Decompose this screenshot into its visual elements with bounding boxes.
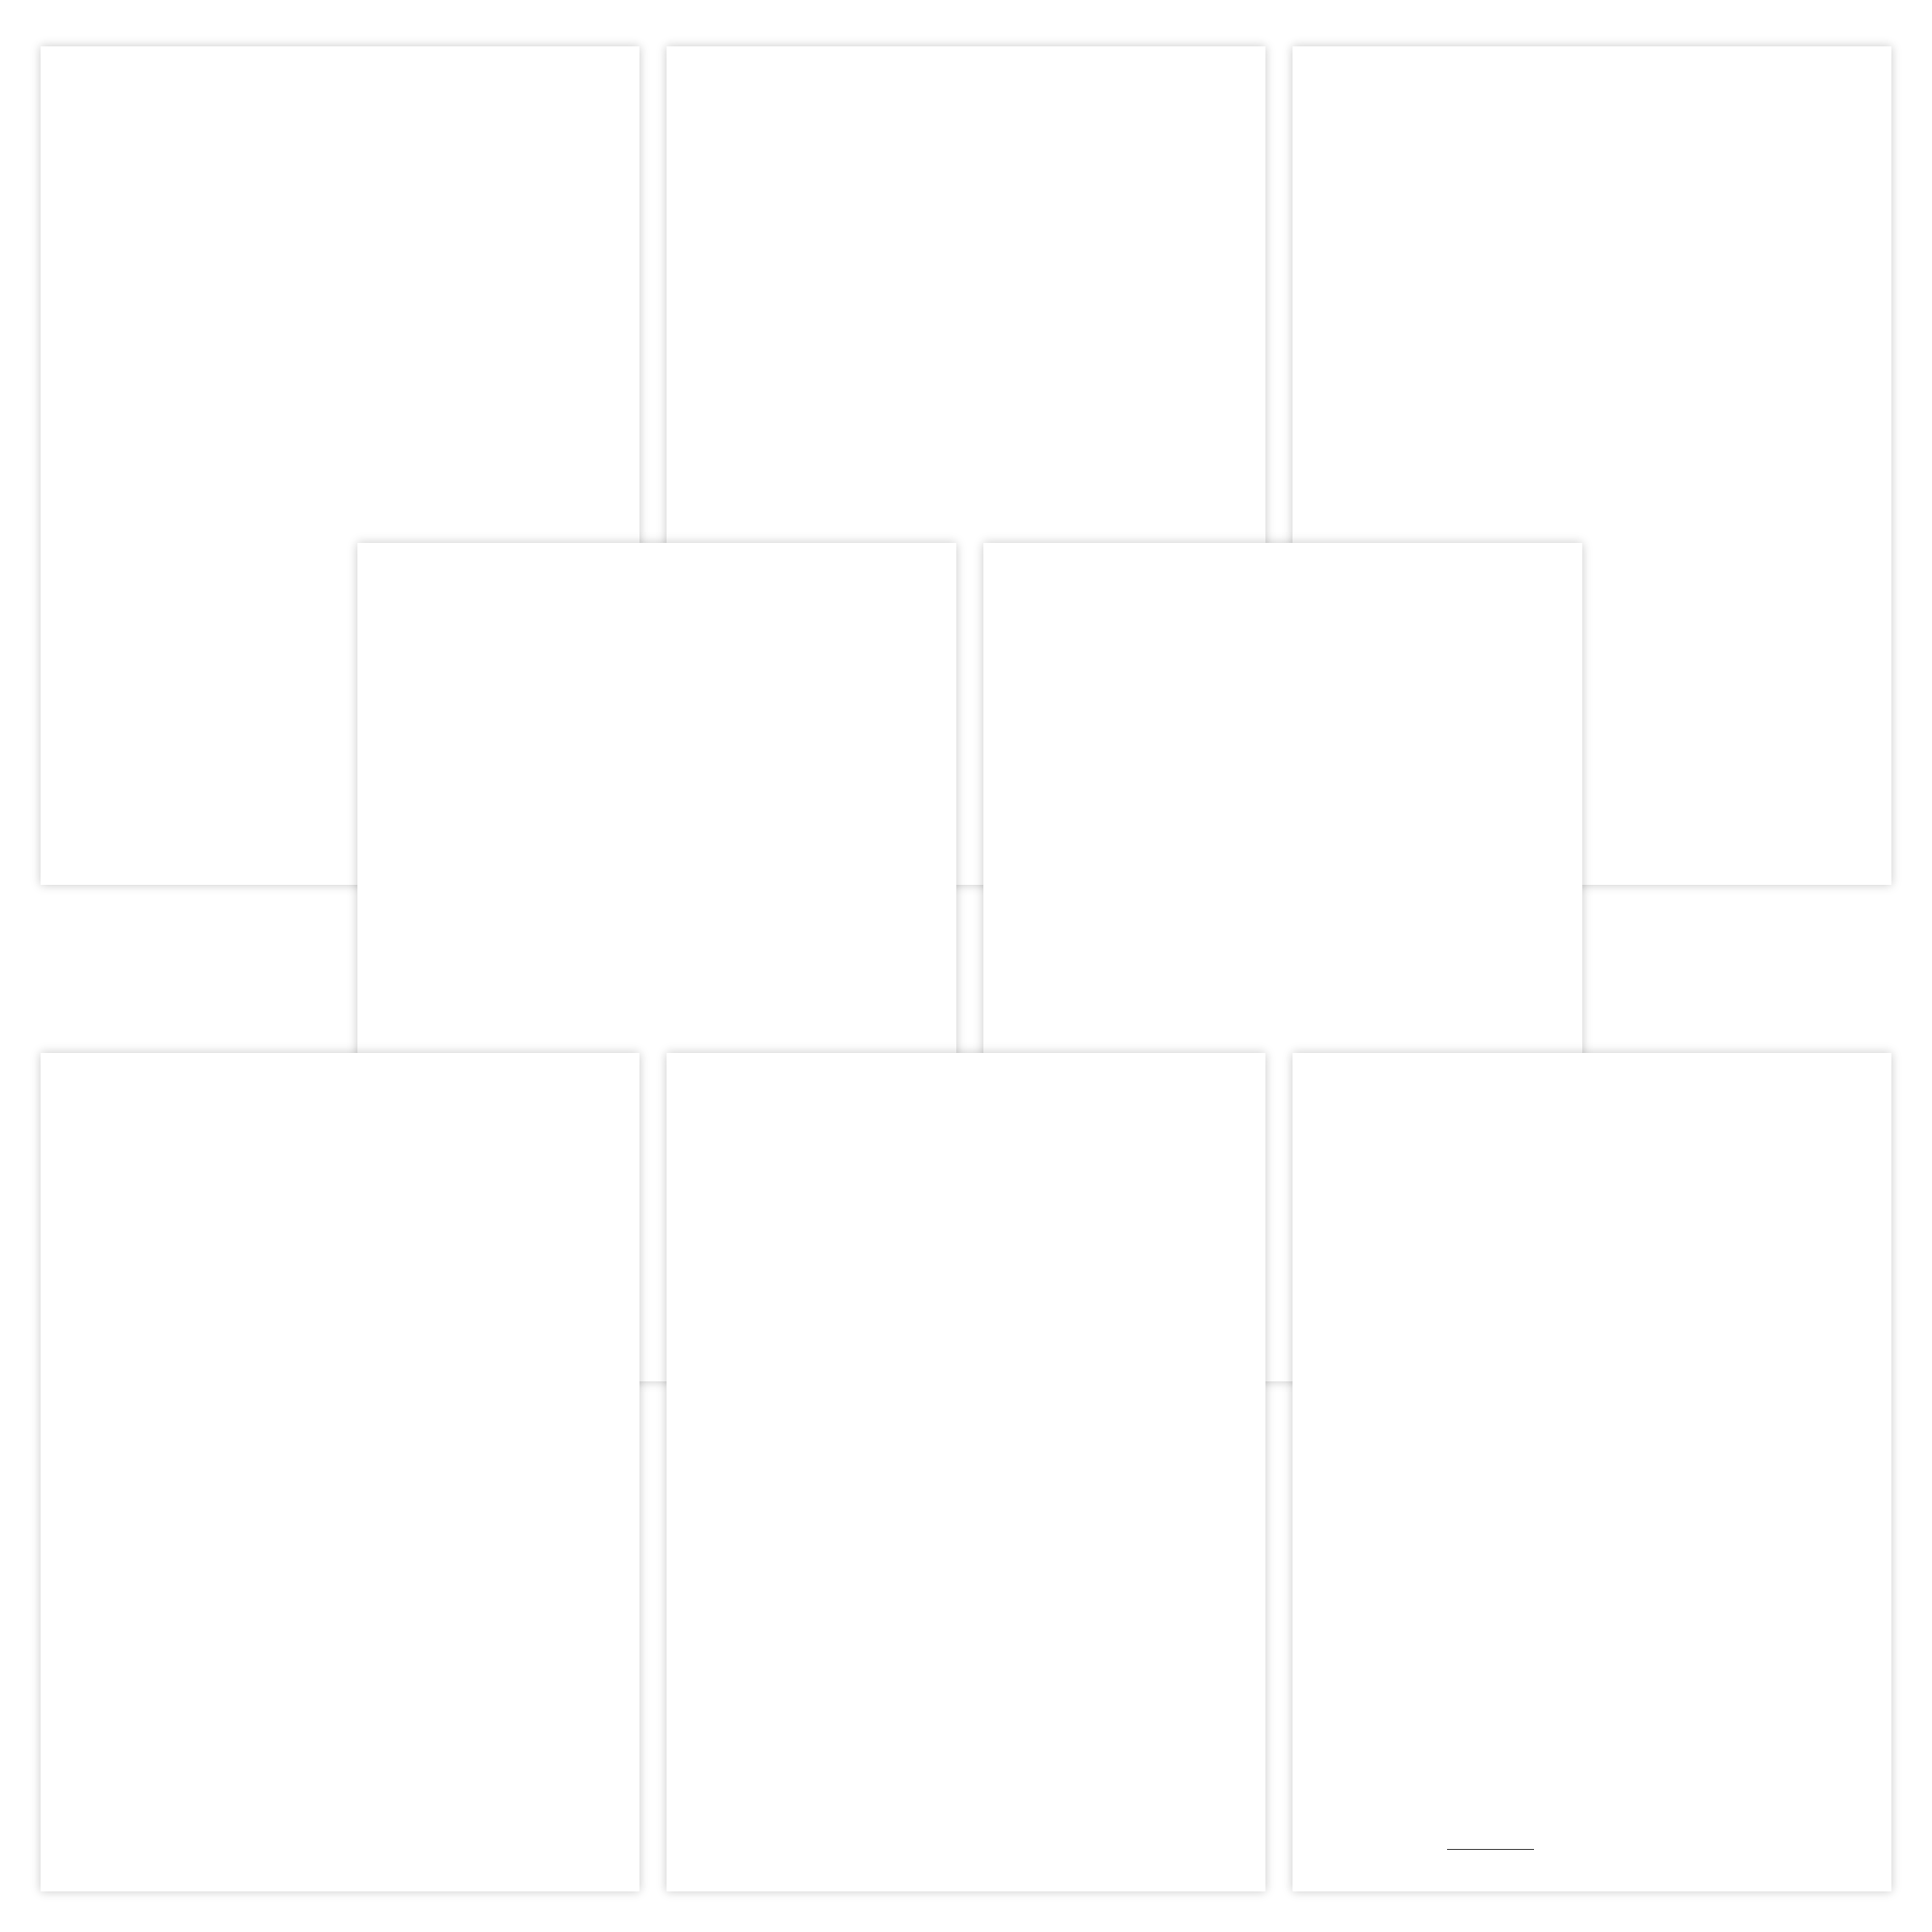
total-blank-line xyxy=(1447,1849,1534,1850)
most-likely-to-card xyxy=(41,1053,639,1891)
hearts-banner xyxy=(1293,1053,1891,1256)
whats-on-your-phone-card xyxy=(1293,1053,1891,1891)
hearts-banner xyxy=(667,1053,1265,1256)
total-points-label xyxy=(1447,1826,1534,1860)
hearts-banner xyxy=(41,46,639,249)
ever-or-never-card xyxy=(667,1053,1265,1891)
hearts-banner xyxy=(667,46,1265,249)
hearts-banner xyxy=(41,1053,639,1256)
hearts-banner xyxy=(983,543,1582,746)
hearts-banner xyxy=(1293,46,1891,249)
hearts-banner xyxy=(357,543,956,746)
